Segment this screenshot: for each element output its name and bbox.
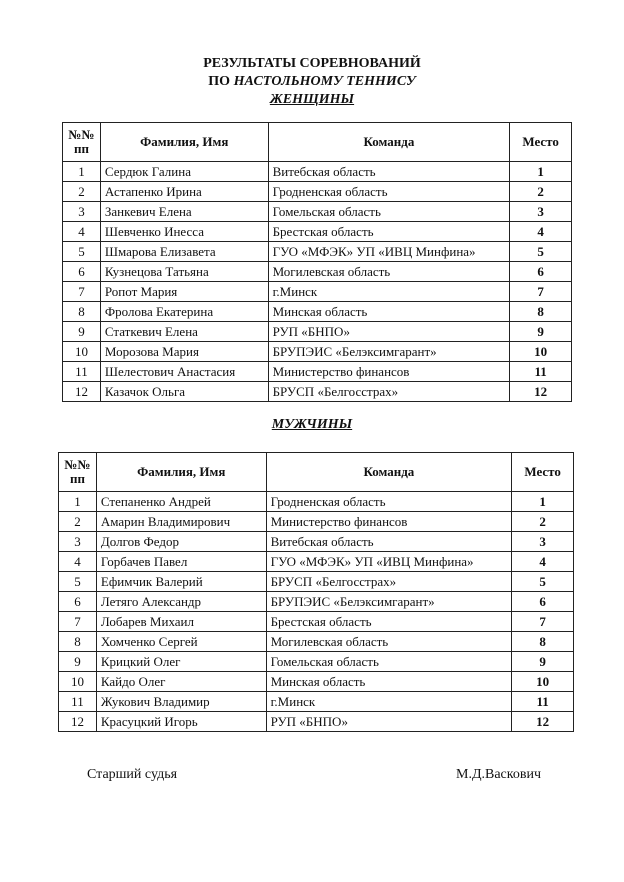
table-row (63, 382, 572, 402)
row-number: 8 (63, 302, 101, 322)
header-number (63, 123, 101, 162)
team-name: РУП «БНПО» (266, 712, 512, 732)
team-name: Министерство финансов (266, 512, 512, 532)
place-value: 11 (512, 692, 574, 712)
row-number: 6 (63, 262, 101, 282)
participant-name: Лобарев Михаил (96, 612, 266, 632)
row-number: 4 (59, 552, 97, 572)
place-value: 3 (510, 202, 572, 222)
place-value: 4 (512, 552, 574, 572)
table-row (63, 182, 572, 202)
team-name: Брестская область (268, 222, 510, 242)
row-number: 9 (59, 652, 97, 672)
row-number: 5 (59, 572, 97, 592)
place-value: 1 (510, 162, 572, 182)
place-value: 2 (512, 512, 574, 532)
team-name: РУП «БНПО» (268, 322, 510, 342)
header-place: Место (510, 123, 572, 162)
team-name: Витебская область (268, 162, 510, 182)
team-name: г.Минск (266, 692, 512, 712)
women-results-table (62, 122, 572, 402)
participant-name: Долгов Федор (96, 532, 266, 552)
table-row (63, 302, 572, 322)
row-number: 1 (63, 162, 101, 182)
row-number: 2 (63, 182, 101, 202)
team-name: БРУПЭИС «Белэксимгарант» (266, 592, 512, 612)
table-row (63, 202, 572, 222)
chief-judge-name: М.Д.Васкович (456, 767, 541, 782)
women-section-title: ЖЕНЩИНЫ (269, 92, 355, 107)
table-row (59, 692, 574, 712)
row-number: 4 (63, 222, 101, 242)
team-name: Могилевская область (266, 632, 512, 652)
header-place: Место (512, 453, 574, 492)
row-number: 9 (63, 322, 101, 342)
place-value: 2 (510, 182, 572, 202)
team-name: Министерство финансов (268, 362, 510, 382)
place-value: 5 (510, 242, 572, 262)
row-number: 7 (63, 282, 101, 302)
participant-name: Казачок Ольга (100, 382, 268, 402)
men-section-title: МУЖЧИНЫ (271, 417, 353, 432)
participant-name: Амарин Владимирович (96, 512, 266, 532)
table-row (63, 342, 572, 362)
participant-name: Шмарова Елизавета (100, 242, 268, 262)
participant-name: Ропот Мария (100, 282, 268, 302)
team-name: Минская область (266, 672, 512, 692)
participant-name: Степаненко Андрей (96, 492, 266, 512)
place-value: 8 (510, 302, 572, 322)
place-value: 1 (512, 492, 574, 512)
header-number-bottom: пп (69, 471, 85, 486)
table-row (59, 632, 574, 652)
team-name: Минская область (268, 302, 510, 322)
document-subtitle (0, 74, 624, 90)
row-number: 1 (59, 492, 97, 512)
team-name: Гомельская область (266, 652, 512, 672)
participant-name: Астапенко Ирина (100, 182, 268, 202)
row-number: 7 (59, 612, 97, 632)
participant-name: Летяго Александр (96, 592, 266, 612)
place-value: 10 (510, 342, 572, 362)
place-value: 7 (512, 612, 574, 632)
row-number: 12 (59, 712, 97, 732)
row-number: 10 (59, 672, 97, 692)
row-number: 3 (59, 532, 97, 552)
table-row (59, 712, 574, 732)
table-row (63, 262, 572, 282)
table-row (59, 672, 574, 692)
team-name: Могилевская область (268, 262, 510, 282)
team-name: ГУО «МФЭК» УП «ИВЦ Минфина» (266, 552, 512, 572)
participant-name: Крицкий Олег (96, 652, 266, 672)
table-header-row (59, 453, 574, 492)
table-row (59, 512, 574, 532)
team-name: Брестская область (266, 612, 512, 632)
table-row (59, 552, 574, 572)
subtitle-sport: НАСТОЛЬНОМУ ТЕННИСУ (233, 74, 416, 89)
place-value: 7 (510, 282, 572, 302)
row-number: 8 (59, 632, 97, 652)
place-value: 6 (512, 592, 574, 612)
place-value: 11 (510, 362, 572, 382)
participant-name: Хомченко Сергей (96, 632, 266, 652)
place-value: 10 (512, 672, 574, 692)
place-value: 12 (510, 382, 572, 402)
table-row (59, 592, 574, 612)
header-name: Фамилия, Имя (96, 453, 266, 492)
row-number: 2 (59, 512, 97, 532)
participant-name: Занкевич Елена (100, 202, 268, 222)
place-value: 5 (512, 572, 574, 592)
participant-name: Жукович Владимир (96, 692, 266, 712)
team-name: Гродненская область (268, 182, 510, 202)
header-number (59, 453, 97, 492)
header-number-bottom: пп (73, 141, 89, 156)
team-name: БРУПЭИС «Белэксимгарант» (268, 342, 510, 362)
participant-name: Шелестович Анастасия (100, 362, 268, 382)
participant-name: Ефимчик Валерий (96, 572, 266, 592)
participant-name: Фролова Екатерина (100, 302, 268, 322)
participant-name: Сердюк Галина (100, 162, 268, 182)
place-value: 9 (512, 652, 574, 672)
table-row (59, 572, 574, 592)
participant-name: Кузнецова Татьяна (100, 262, 268, 282)
team-name: БРУСП «Белгосстрах» (268, 382, 510, 402)
header-team: Команда (266, 453, 512, 492)
row-number: 12 (63, 382, 101, 402)
table-row (63, 162, 572, 182)
participant-name: Статкевич Елена (100, 322, 268, 342)
team-name: Гомельская область (268, 202, 510, 222)
document-title: РЕЗУЛЬТАТЫ СОРЕВНОВАНИЙ (203, 56, 421, 71)
place-value: 4 (510, 222, 572, 242)
row-number: 5 (63, 242, 101, 262)
participant-name: Морозова Мария (100, 342, 268, 362)
team-name: Гродненская область (266, 492, 512, 512)
place-value: 6 (510, 262, 572, 282)
header-number-top: №№ (64, 457, 91, 472)
team-name: БРУСП «Белгосстрах» (266, 572, 512, 592)
row-number: 10 (63, 342, 101, 362)
participant-name: Шевченко Инесса (100, 222, 268, 242)
participant-name: Красуцкий Игорь (96, 712, 266, 732)
team-name: ГУО «МФЭК» УП «ИВЦ Минфина» (268, 242, 510, 262)
table-row (63, 222, 572, 242)
chief-judge-label: Старший судья (87, 767, 178, 782)
table-row (59, 532, 574, 552)
table-row (59, 652, 574, 672)
place-value: 3 (512, 532, 574, 552)
row-number: 11 (59, 692, 97, 712)
participant-name: Кайдо Олег (96, 672, 266, 692)
men-results-table (58, 452, 574, 732)
participant-name: Горбачев Павел (96, 552, 266, 572)
header-number-top: №№ (68, 127, 95, 142)
table-row (63, 322, 572, 342)
table-row (63, 282, 572, 302)
row-number: 6 (59, 592, 97, 612)
row-number: 3 (63, 202, 101, 222)
row-number: 11 (63, 362, 101, 382)
place-value: 9 (510, 322, 572, 342)
place-value: 12 (512, 712, 574, 732)
table-header-row (63, 123, 572, 162)
team-name: г.Минск (268, 282, 510, 302)
subtitle-prefix: ПО (208, 74, 234, 89)
header-name: Фамилия, Имя (100, 123, 268, 162)
table-row (59, 612, 574, 632)
table-row (59, 492, 574, 512)
table-row (63, 362, 572, 382)
table-row (63, 242, 572, 262)
place-value: 8 (512, 632, 574, 652)
header-team: Команда (268, 123, 510, 162)
team-name: Витебская область (266, 532, 512, 552)
